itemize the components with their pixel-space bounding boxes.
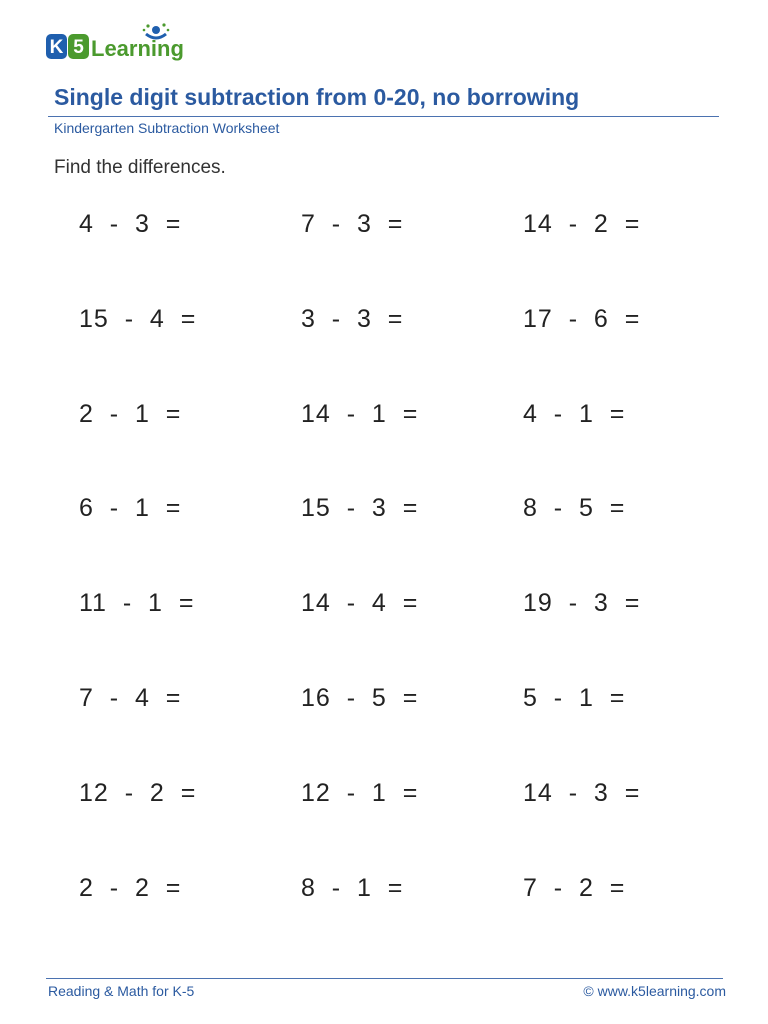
problem: 3 - 3 = <box>301 304 404 333</box>
problem: 4 - 3 = <box>79 210 182 238</box>
page-title: Single digit subtraction from 0-20, no borrowing <box>54 84 580 110</box>
problem: 19 - 3 = <box>523 589 641 618</box>
problem: 14 - 3 = <box>523 778 641 807</box>
problem: 14 - 2 = <box>523 210 641 238</box>
problem: 8 - 1 = <box>301 873 404 902</box>
problem: 5 - 1 = <box>523 683 626 712</box>
page-subtitle: Kindergarten Subtraction Worksheet <box>54 120 280 136</box>
footer-tagline: Reading & Math for K-5 <box>48 983 195 999</box>
problem: 4 - 1 = <box>523 399 626 428</box>
instructions: Find the differences. <box>54 157 226 178</box>
problem: 2 - 2 = <box>79 873 182 902</box>
problem: 16 - 5 = <box>301 683 419 712</box>
footer-website: © www.k5learning.com <box>583 983 726 999</box>
problem: 12 - 2 = <box>79 778 197 807</box>
k5-learning-logo <box>44 22 200 66</box>
problem: 7 - 4 = <box>79 683 182 712</box>
problem: 2 - 1 = <box>79 399 182 428</box>
problem: 12 - 1 = <box>301 778 419 807</box>
problem: 7 - 3 = <box>301 210 404 238</box>
problem: 14 - 1 = <box>301 399 419 428</box>
svg-text:Learning: Learning <box>91 36 184 61</box>
problem: 11 - 1 = <box>79 589 195 618</box>
problem: 8 - 5 = <box>523 494 626 523</box>
svg-text:5: 5 <box>73 37 84 58</box>
problem-grid <box>79 206 739 964</box>
problem: 7 - 2 = <box>523 873 626 902</box>
problem: 17 - 6 = <box>523 304 641 333</box>
footer-divider <box>46 978 723 979</box>
problem: 15 - 4 = <box>79 304 197 333</box>
problem: 6 - 1 = <box>79 494 182 523</box>
title-divider <box>48 116 719 117</box>
problem: 14 - 4 = <box>301 589 419 618</box>
svg-text:K: K <box>49 37 64 58</box>
problem: 15 - 3 = <box>301 494 419 523</box>
